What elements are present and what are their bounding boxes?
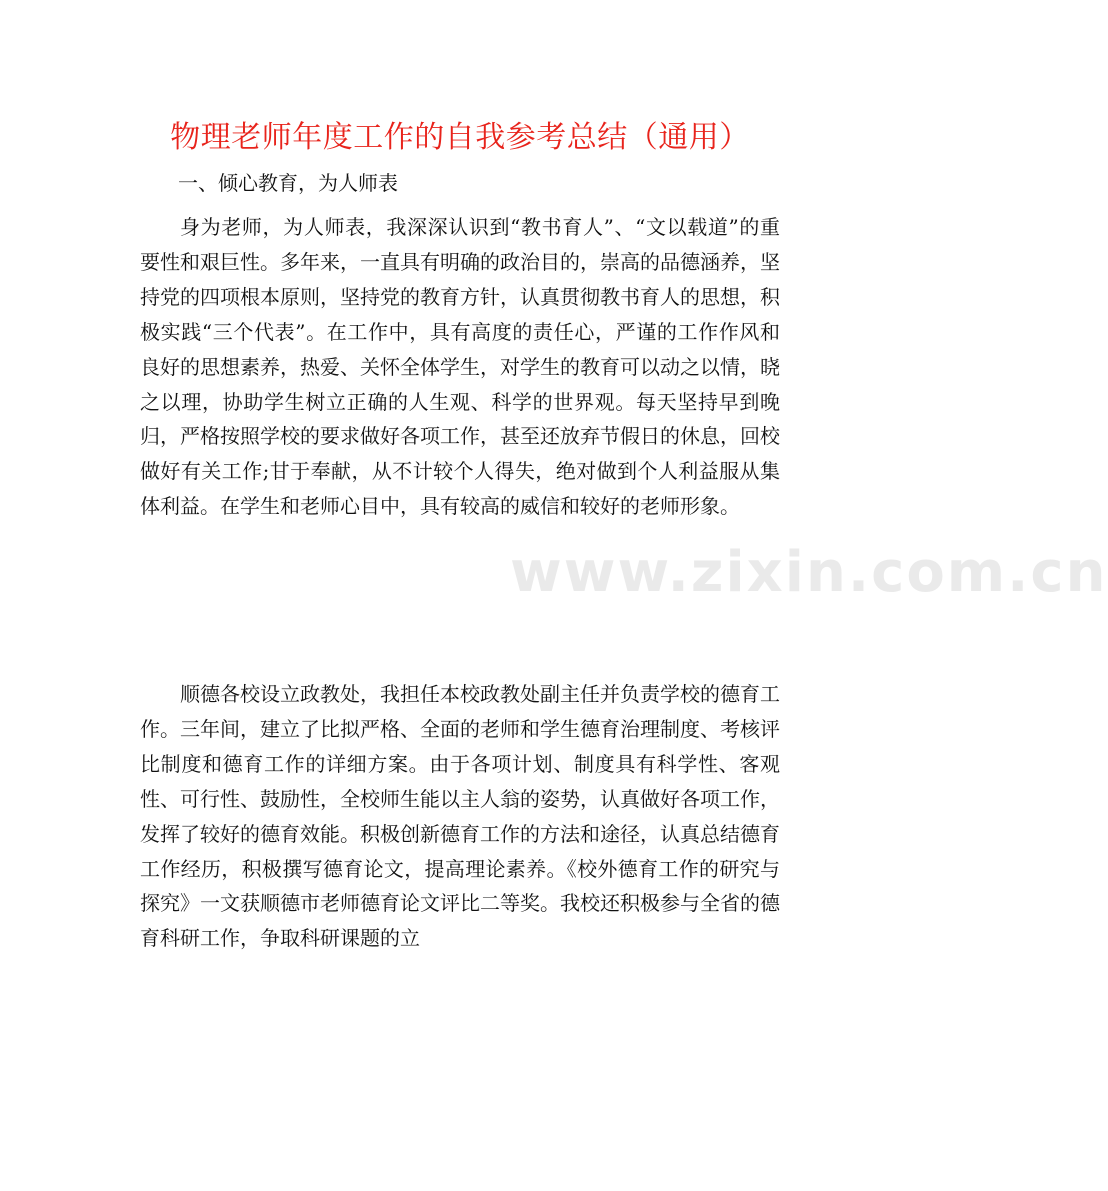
section-heading: 一、倾心教育，为人师表 <box>178 171 398 195</box>
document-title: 物理老师年度工作的自我参考总结（通用） <box>170 120 750 155</box>
paragraph: 身为老师，为人师表，我深深认识到“教书育人”、“文以载道”的重要性和艰巨性。多年来，一直具有明确的政治目的，崇高的品德涵养，坚持党的四项根本原则，坚持党的教育方针，认真贯彻教书育人的思想，积极实践“三个代表”。在工作中，具有高度的责任心，严谨的工作作风和良好的思想素养，热爱、关怀全体学生，对学生的教育可以动之以情，晓之以理，协助学生树立正确的人生观、科学的世界观。每天坚持早到晚归，严格按照学校的要求做好各项工作，甚至还放弃节假日的休息，回校做好有关工作;甘于奉献，从不计较个人得失，绝对做到个人利益服从集体利益。在学生和老师心目中，具有较高的威信和较好的老师形象。 <box>140 215 780 519</box>
watermark: www.zixin.com.cn <box>510 540 1108 605</box>
paragraph: 顺德各校设立政教处，我担任本校政教处副主任并负责学校的德育工作。三年间，建立了比拟严格、全面的老师和学生德育治理制度、考核评比制度和德育工作的详细方案。由于各项计划、制度具有科学性、客观性、可行性、鼓励性，全校师生能以主人翁的姿势，认真做好各项工作，发挥了较好的德育效能。积极创新德育工作的方法和途径，认真总结德育工作经历，积极撰写德育论文，提高理论素养。《校外德育工作的研究与探究》一文获顺德市老师德育论文评比二等奖。我校还积极参与全省的德育科研工作，争取科研课题的立 <box>140 682 780 951</box>
